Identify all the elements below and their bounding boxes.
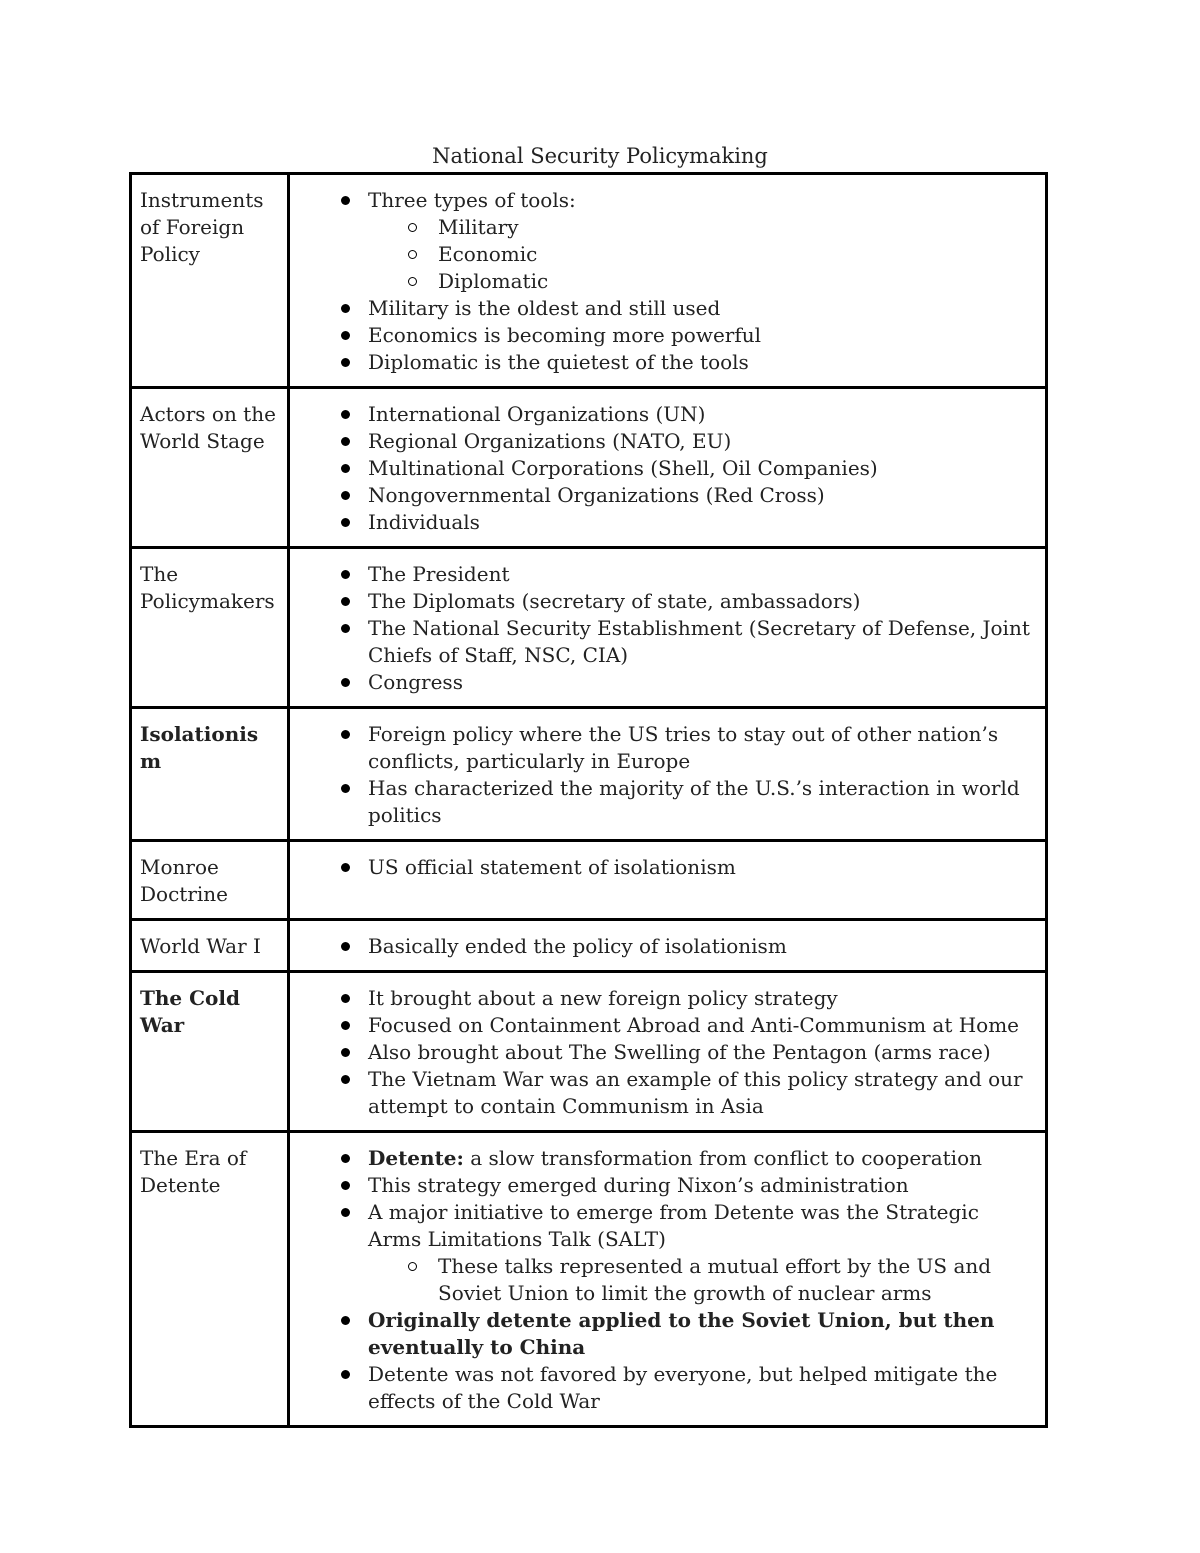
notes-cell [289,920,1047,972]
bullet-text: Foreign policy where the US tries to stay out of other nation’s conflicts, particularly in Europe [368,722,999,773]
bullet-text: Also brought about The Swelling of the Pentagon (arms race) [368,1040,991,1064]
bullet-text: The President [368,562,510,586]
bullet-item [368,775,1037,829]
bullet-text: Detente was not favored by everyone, but helped mitigate the effects of the Cold War [368,1362,998,1413]
bullet-item [368,428,1037,455]
bullet-text: International Organizations (UN) [368,402,706,426]
bullet-text: Basically ended the policy of isolationism [368,934,787,958]
bullet-text: Individuals [368,510,480,534]
bullet-item [368,187,1037,295]
bullet-text: Regional Organizations (NATO, EU) [368,429,732,453]
bullet-text: It brought about a new foreign policy strategy [368,986,838,1010]
bullet-item [368,721,1037,775]
notes-cell [289,174,1047,388]
bullet-text: This strategy emerged during Nixon’s administration [368,1173,909,1197]
term-cell: Actors on the World Stage [131,388,289,548]
term-cell: Isolationism [131,708,289,841]
bullet-item [368,295,1037,322]
bullet-text: Originally detente applied to the Soviet Union, but then eventually to China [368,1308,995,1359]
sub-bullet-list [368,1253,1037,1307]
notes-cell [289,972,1047,1132]
bullet-text: A major initiative to emerge from Detente was the Strategic Arms Limitations Talk (SALT) [368,1200,979,1251]
table-row [131,388,1047,548]
bullet-text: Economics is becoming more powerful [368,323,762,347]
term-cell: Monroe Doctrine [131,841,289,920]
bullet-text: US official statement of isolationism [368,855,736,879]
bullet-text: Congress [368,670,463,694]
bullet-text: The Vietnam War was an example of this policy strategy and our attempt to contain Communism in Asia [368,1067,1023,1118]
notes-cell [289,1132,1047,1427]
bullet-item [368,615,1037,669]
table-row [131,972,1047,1132]
bullet-item [368,933,1037,960]
bullet-item [368,509,1037,536]
bullet-item [368,455,1037,482]
sub-bullet-item: Military [438,214,1037,241]
bullet-lead-term: Detente: [368,1146,464,1170]
bullet-text: Focused on Containment Abroad and Anti-Communism at Home [368,1013,1020,1037]
sub-bullet-list [368,214,1037,295]
bullet-text: The National Security Establishment (Secretary of Defense, Joint Chiefs of Staff, NSC, CIA) [368,616,1030,667]
term-cell: World War I [131,920,289,972]
term-cell: The Policymakers [131,548,289,708]
term-cell: Instruments of Foreign Policy [131,174,289,388]
notes-cell [289,841,1047,920]
bullet-item [368,854,1037,881]
bullet-item [368,1361,1037,1415]
bullet-item [368,349,1037,376]
bullet-list [298,721,1037,829]
notes-cell [289,388,1047,548]
term-cell: The Era of Detente [131,1132,289,1427]
bullet-item [368,588,1037,615]
bullet-list [298,854,1037,881]
bullet-text: The Diplomats (secretary of state, ambassadors) [368,589,861,613]
notes-cell [289,548,1047,708]
sub-bullet-item: These talks represented a mutual effort by the US and Soviet Union to limit the growth of nuclear arms [438,1253,1037,1307]
bullet-item [368,1199,1037,1307]
notes-table [129,172,1048,1428]
bullet-item [368,985,1037,1012]
bullet-text: Three types of tools: [368,188,576,212]
table-row [131,708,1047,841]
term-cell: The Cold War [131,972,289,1132]
bullet-text: Military is the oldest and still used [368,296,721,320]
bullet-item [368,1066,1037,1120]
bullet-item [368,482,1037,509]
table-row [131,1132,1047,1427]
sub-bullet-item: Diplomatic [438,268,1037,295]
bullet-item [368,1307,1037,1361]
table-row [131,920,1047,972]
bullet-item [368,1039,1037,1066]
bullet-item [368,401,1037,428]
bullet-list [298,933,1037,960]
bullet-list [298,561,1037,696]
bullet-item [368,1145,1037,1172]
document-title: National Security Policymaking [432,144,768,168]
bullet-text: Multinational Corporations (Shell, Oil Companies) [368,456,878,480]
bullet-text: a slow transformation from conflict to cooperation [463,1146,982,1170]
bullet-item [368,322,1037,349]
table-row [131,174,1047,388]
bullet-text: Diplomatic is the quietest of the tools [368,350,749,374]
bullet-item [368,561,1037,588]
bullet-text: Has characterized the majority of the U.S.’s interaction in world politics [368,776,1020,827]
table-row [131,841,1047,920]
table-body [131,174,1047,1427]
bullet-list [298,985,1037,1120]
bullet-list [298,187,1037,376]
bullet-item [368,1172,1037,1199]
bullet-item [368,669,1037,696]
bullet-text: Nongovernmental Organizations (Red Cross) [368,483,825,507]
sub-bullet-item: Economic [438,241,1037,268]
table-row [131,548,1047,708]
bullet-item [368,1012,1037,1039]
bullet-list [298,1145,1037,1415]
notes-cell [289,708,1047,841]
bullet-list [298,401,1037,536]
